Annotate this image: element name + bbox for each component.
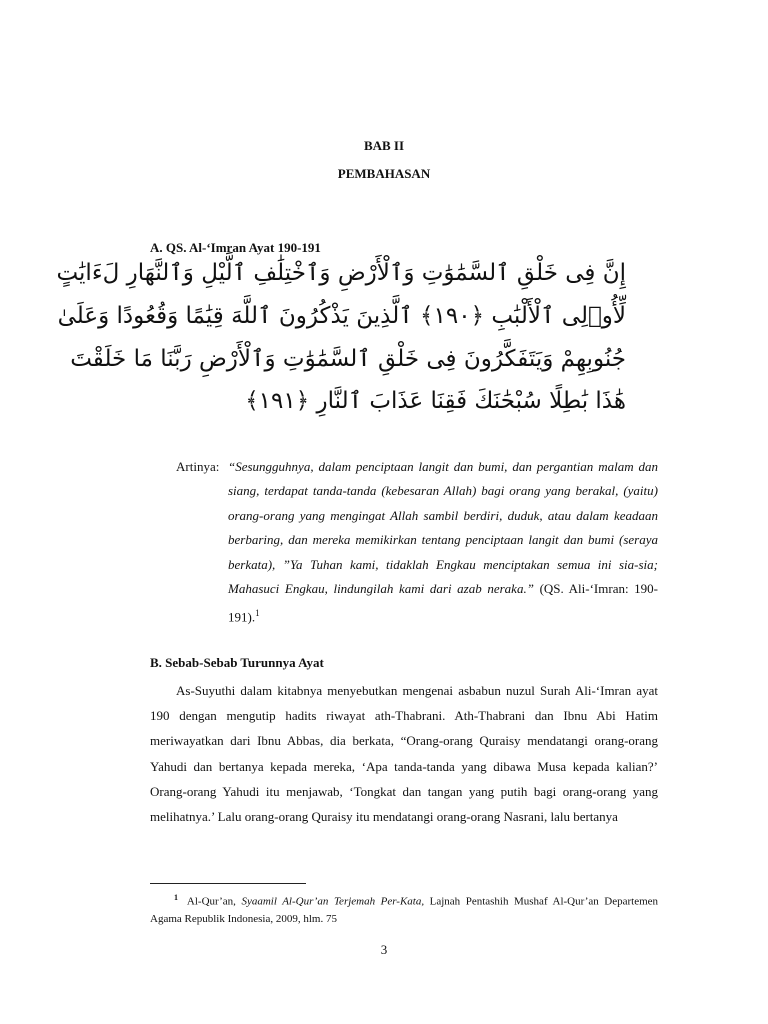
body-paragraph bbox=[150, 678, 658, 829]
arabic-verse-line-2: لِّأُو۟لِى ٱلْأَلْبَٰبِ ﴿١٩٠﴾ ٱلَّذِينَ يَذْكُرُونَ ٱللَّهَ قِيَٰمًا وَقُعُودًا وَعَلَىٰ bbox=[57, 303, 626, 329]
translation-reference: (QS. Ali-‘Imran: 190-191). bbox=[228, 581, 659, 625]
body-paragraph-text: As-Suyuthi dalam kitabnya menyebutkan mengenai asbabun nuzul Surah Ali-‘Imran ayat 190 dengan mengutip hadits riwayat ath-Thabrani. Ath-Thabrani dan Ibnu Abi Hatim meriwayatkan dari Ibnu Abbas, dia berkata, “Orang-orang Quraisy mendatangi orang-orang Yahudi dan bertanya kepada mereka, ‘Apa tanda-tanda yang dibawa Musa kepada kalian?’ Orang-orang Yahudi itu menjawab, ‘Tongkat dan tangan yang putih bagi orang-orang yang melihatnya.’ Lalu orang-orang Quraisy itu mendatangi orang-orang Nasrani, lalu bertanya bbox=[150, 683, 658, 825]
footnote-number: 1 bbox=[174, 893, 178, 902]
translation-label: Artinya: bbox=[176, 459, 220, 474]
page-number: 3 bbox=[380, 942, 388, 957]
chapter-number: BAB II bbox=[363, 138, 405, 153]
section-a-heading: A. QS. Al-‘Imran Ayat 190-191 bbox=[150, 240, 321, 255]
footnote bbox=[150, 889, 658, 928]
footnote-reference[interactable]: 1 bbox=[255, 608, 260, 619]
footnote-book-title: Syaamil Al-Qur’an Terjemah Per-Kata, bbox=[241, 895, 425, 908]
translation-text bbox=[228, 455, 658, 630]
chapter-title: PEMBAHASAN bbox=[337, 166, 431, 181]
arabic-verse-line-1: إِنَّ فِى خَلْقِ ٱلسَّمَٰوَٰتِ وَٱلْأَرْضِ وَٱخْتِلَٰفِ ٱلَّيْلِ وَٱلنَّهَارِ لَءَايَٰتٍ bbox=[56, 260, 626, 286]
section-b-heading: B. Sebab-Sebab Turunnya Ayat bbox=[150, 655, 324, 670]
footnote-text-after: Lajnah Pentashih Mushaf Al-Qur’an Departemen Agama Republik Indonesia, 2009, hlm. 75 bbox=[150, 895, 659, 925]
arabic-verse-line-3: جُنُوبِهِمْ وَيَتَفَكَّرُونَ فِى خَلْقِ ٱلسَّمَٰوَٰتِ وَٱلْأَرْضِ رَبَّنَا مَا خَلَقْتَ bbox=[70, 346, 626, 372]
translation-italic: “Sesungguhnya, dalam penciptaan langit dan bumi, dan pergantian malam dan siang, terdapat tanda-tanda (kebesaran Allah) bagi orang yang berakal, (yaitu) orang-orang yang mengingat Allah sambil berdiri, duduk, atau dalam keadaan berbaring, dan mereka memikirkan tentang penciptaan langit dan bumi (seraya berkata), ”Ya Tuhan kami, tidaklah Engkau menciptakan semua ini sia-sia; Mahasuci Engkau, lindungilah kami dari azab neraka.” bbox=[228, 459, 658, 597]
footnote-text-before: Al-Qur’an, bbox=[186, 895, 236, 908]
arabic-verse-line-4: هَٰذَا بَٰطِلًا سُبْحَٰنَكَ فَقِنَا عَذَابَ ٱلنَّارِ ﴿١٩١﴾ bbox=[245, 388, 626, 414]
footnote-divider bbox=[150, 883, 306, 884]
